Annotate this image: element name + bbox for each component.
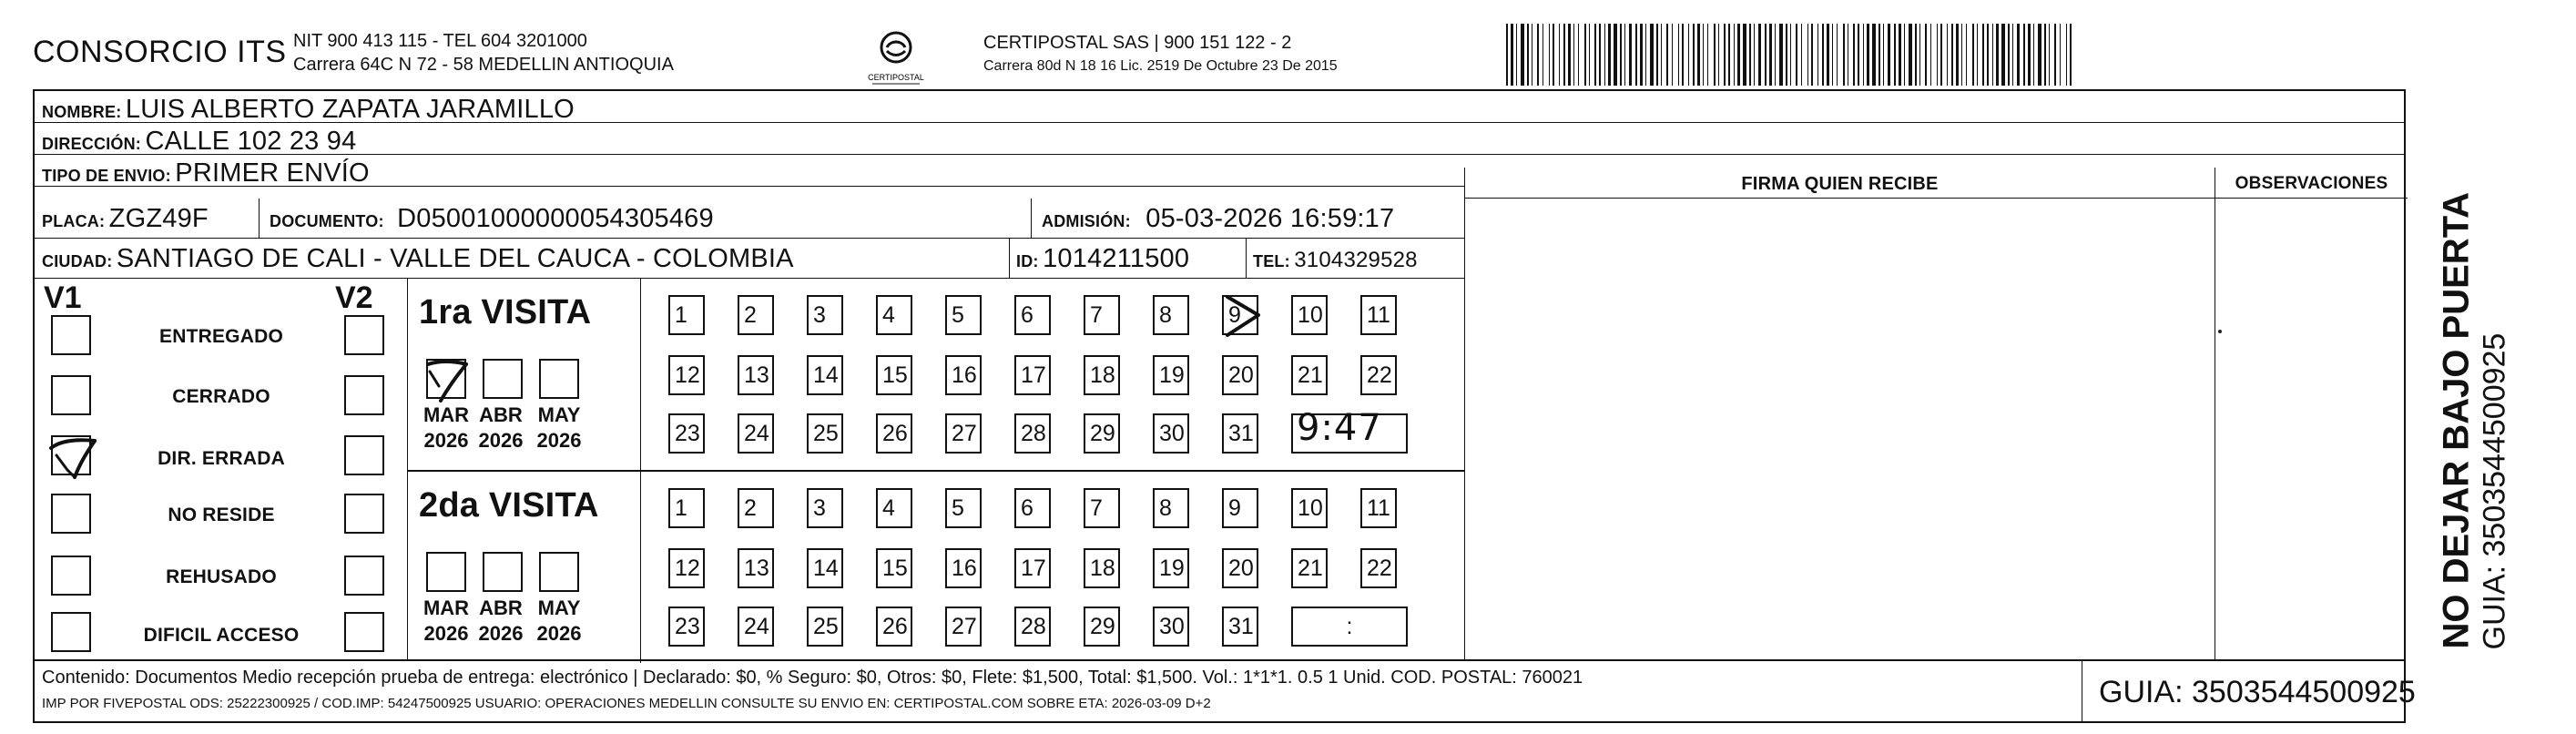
day-19-checkbox[interactable]: 19 <box>1153 548 1189 588</box>
row-ciudad <box>35 239 1464 279</box>
day-1-checkbox[interactable]: 1 <box>668 488 705 528</box>
row-tipo-envio <box>35 155 1464 187</box>
year-may: 2026 <box>536 429 582 452</box>
barcode-bar <box>1832 24 1833 86</box>
month-may: MAY <box>537 403 581 426</box>
day-21-checkbox[interactable]: 21 <box>1291 548 1328 588</box>
day-8-checkbox[interactable]: 8 <box>1153 295 1189 335</box>
day-11-checkbox[interactable]: 11 <box>1360 295 1397 335</box>
year-abr: 2026 <box>478 622 524 645</box>
barcode-bar <box>2049 24 2050 86</box>
time-handwritten: 9:47 <box>1297 407 1382 449</box>
status-area <box>35 279 1464 661</box>
day-3-checkbox[interactable]: 3 <box>807 488 843 528</box>
observaciones-area[interactable] <box>2215 199 2408 659</box>
day-12-checkbox[interactable]: 12 <box>668 355 705 395</box>
day-17-checkbox[interactable]: 17 <box>1014 355 1051 395</box>
certipostal-logo-icon <box>863 27 929 87</box>
barcode-bar <box>1765 24 1767 86</box>
day-16-checkbox[interactable]: 16 <box>945 355 982 395</box>
barcode-bar <box>1796 24 1797 86</box>
day-15-checkbox[interactable]: 15 <box>876 355 912 395</box>
barcode-bar <box>1894 24 1896 86</box>
barcode-bar <box>1511 24 1513 86</box>
barcode-bar <box>2001 24 2005 86</box>
pen-dot <box>2218 330 2222 333</box>
day-13-checkbox[interactable]: 13 <box>738 548 774 588</box>
barcode-bar <box>1707 24 1708 86</box>
day-31-checkbox[interactable]: 31 <box>1222 607 1258 647</box>
company-info <box>293 29 674 76</box>
barcode-bar <box>1811 24 1813 86</box>
tel-label: TEL: <box>1253 252 1290 270</box>
barcode-bar <box>1549 24 1550 86</box>
certipostal-info <box>983 31 1338 78</box>
month-label-abr <box>468 596 534 647</box>
barcode-bar <box>1837 24 1838 86</box>
day-2-checkbox[interactable]: 2 <box>738 488 774 528</box>
barcode-bar <box>2028 24 2031 86</box>
barcode-bar <box>1899 24 1901 86</box>
side-guia: GUIA: 3503544500925 <box>2477 332 2512 650</box>
status-row-rehusado <box>35 556 408 607</box>
barcode-bar <box>1754 24 1755 86</box>
status-v2-checkbox[interactable] <box>344 315 384 355</box>
status-label: NO RESIDE <box>168 505 275 525</box>
day-1-checkbox[interactable]: 1 <box>668 295 705 335</box>
row-placa-documento <box>35 199 1464 239</box>
handwritten-check-icon <box>421 352 477 408</box>
barcode-bar <box>1516 24 1517 86</box>
divider <box>1009 239 1010 278</box>
barcode-bar <box>1608 24 1611 86</box>
day-7-checkbox[interactable]: 7 <box>1084 488 1120 528</box>
admision-label: ADMISIÓN: <box>1042 212 1131 230</box>
placa-value: ZGZ49F <box>108 204 209 233</box>
certipostal-nit: CERTIPOSTAL SAS | 900 151 122 - 2 <box>983 33 1292 53</box>
barcode-bar <box>1693 24 1695 86</box>
barcode-bar <box>1858 24 1859 86</box>
barcode-bar <box>1807 24 1808 86</box>
day-14-checkbox[interactable]: 14 <box>807 355 843 395</box>
day-20-checkbox[interactable]: 20 <box>1222 548 1258 588</box>
day-15-checkbox[interactable]: 15 <box>876 548 912 588</box>
firma-area[interactable] <box>1464 199 2215 659</box>
barcode-bar <box>1629 24 1632 86</box>
barcode-bar <box>1656 24 1658 86</box>
firma-header <box>1464 168 2215 199</box>
day-9-label: 9 <box>1228 302 1241 328</box>
id-value: 1014211500 <box>1043 244 1190 273</box>
visit-1-months <box>408 279 641 470</box>
barcode-bar <box>1779 24 1783 86</box>
day-3-checkbox[interactable]: 3 <box>807 295 843 335</box>
barcode-bar <box>1822 24 1824 86</box>
ciudad-value: SANTIAGO DE CALI - VALLE DEL CAUCA - COLOMBIA <box>116 244 794 273</box>
direccion-value: CALLE 102 23 94 <box>145 127 357 156</box>
barcode-bar <box>1666 24 1668 86</box>
logo-text: CERTIPOSTAL <box>868 73 924 82</box>
barcode-bar <box>1635 24 1637 86</box>
month-abr: ABR <box>479 403 523 426</box>
month-mar: MAR <box>423 596 470 619</box>
day-25-checkbox[interactable]: 25 <box>807 607 843 647</box>
day-5-checkbox[interactable]: 5 <box>945 488 982 528</box>
barcode-bar <box>1614 24 1617 86</box>
barcode-bar <box>1909 24 1912 86</box>
id-label: ID: <box>1016 252 1039 270</box>
barcode-bar <box>1843 24 1845 86</box>
status-v2-checkbox[interactable] <box>344 435 384 475</box>
footer <box>33 661 2416 723</box>
ciudad-label: CIUDAD: <box>42 252 113 270</box>
barcode-bar <box>1930 24 1931 86</box>
day-26-checkbox[interactable]: 26 <box>876 607 912 647</box>
barcode-bar <box>1521 24 1524 86</box>
status-label: CERRADO <box>172 386 270 407</box>
day-17-checkbox[interactable]: 17 <box>1014 548 1051 588</box>
barcode-bar <box>1987 24 1989 86</box>
day-19-checkbox[interactable]: 19 <box>1153 355 1189 395</box>
time-field[interactable]: : <box>1291 607 1408 647</box>
visit-2-title: 2da VISITA <box>419 486 599 525</box>
month-abr-checkbox[interactable] <box>483 359 523 399</box>
footer-line-2: IMP POR FIVEPOSTAL ODS: 25222300925 / COD.IMP: 54247500925 USUARIO: OPERACIONES MEDELLIN CONSULTE SU ENVIO EN: CERTIPOSTAL.COM SOBRE ETA: 2026-03-09 D+2 <box>42 696 1211 711</box>
barcode-bar <box>1697 24 1700 86</box>
barcode-bar <box>1688 24 1689 86</box>
footer-line-1: Contenido: Documentos Medio recepción prueba de entrega: electrónico | Declarado: $0, % Seguro: $0, Otros: $0, Flete: $1,500, Total: $1,500. Vol.: 1*1*1. 0.5 1 Unid. COD. POSTAL: 760021 <box>42 668 1583 688</box>
status-v1-checkbox[interactable] <box>51 375 91 415</box>
day-27-checkbox[interactable]: 27 <box>945 413 982 454</box>
status-v1-checkbox[interactable] <box>51 315 91 355</box>
status-column <box>35 279 408 661</box>
direccion-label: DIRECCIÓN: <box>42 135 141 153</box>
day-28-checkbox[interactable]: 28 <box>1014 413 1051 454</box>
barcode-bar <box>1553 24 1554 86</box>
barcode-bar <box>1758 24 1761 86</box>
barcode-bar <box>1879 24 1880 86</box>
status-label: DIFICIL ACCESO <box>143 625 300 646</box>
status-row-entregado <box>35 315 408 366</box>
tipo-envio-value: PRIMER ENVÍO <box>175 158 370 188</box>
barcode-bar <box>1537 24 1539 86</box>
barcode-bar <box>1645 24 1646 86</box>
barcode-bar <box>1769 24 1772 86</box>
barcode-bar <box>2017 24 2020 86</box>
day-7-checkbox[interactable]: 7 <box>1084 295 1120 335</box>
status-row-dir-errada <box>35 435 408 486</box>
day-16-checkbox[interactable]: 16 <box>945 548 982 588</box>
barcode-bar <box>1867 24 1869 86</box>
barcode-bar <box>1925 24 1927 86</box>
observaciones-header-label: OBSERVACIONES <box>2235 174 2388 193</box>
status-v1-checkbox[interactable] <box>51 494 91 534</box>
v1-header: V1 <box>44 280 82 315</box>
form-frame <box>33 89 2406 661</box>
visit-2-months <box>408 472 641 663</box>
barcode-bar <box>1563 24 1565 86</box>
barcode-bar <box>2066 24 2067 86</box>
barcode-bar <box>1956 24 1959 86</box>
barcode-bar <box>1904 24 1905 86</box>
guia-number: GUIA: 3503544500925 <box>2099 675 2416 709</box>
month-may-checkbox[interactable] <box>539 552 579 592</box>
barcode-bar <box>1951 24 1953 86</box>
day-10-checkbox[interactable]: 10 <box>1291 295 1328 335</box>
day-23-checkbox[interactable]: 23 <box>668 607 705 647</box>
company-nit-tel: NIT 900 413 115 - TEL 604 3201000 <box>293 31 587 51</box>
month-label-may <box>526 403 592 454</box>
barcode-bar <box>1578 24 1579 86</box>
day-26-checkbox[interactable]: 26 <box>876 413 912 454</box>
day-25-checkbox[interactable]: 25 <box>807 413 843 454</box>
day-27-checkbox[interactable]: 27 <box>945 607 982 647</box>
status-v1-checkbox[interactable] <box>51 612 91 652</box>
status-v2-checkbox[interactable] <box>344 375 384 415</box>
time-field[interactable] <box>1291 407 1408 454</box>
day-18-checkbox[interactable]: 18 <box>1084 355 1120 395</box>
company-address: Carrera 64C N 72 - 58 MEDELLIN ANTIOQUIA <box>293 55 674 75</box>
barcode-bar <box>1915 24 1917 86</box>
barcode-bar <box>1790 24 1791 86</box>
no-dejar-bajo-puerta: NO DEJAR BAJO PUERTA <box>2436 191 2477 649</box>
barcode-bar <box>1827 24 1829 86</box>
day-29-checkbox[interactable]: 29 <box>1084 413 1120 454</box>
barcode-bar <box>2038 24 2041 86</box>
divider <box>1031 199 1032 238</box>
barcode-bar <box>2044 24 2046 86</box>
barcode-bar <box>1982 24 1984 86</box>
day-5-checkbox[interactable]: 5 <box>945 295 982 335</box>
status-row-cerrado <box>35 375 408 426</box>
barcode-bar <box>2008 24 2010 86</box>
status-v1-checkbox[interactable] <box>51 556 91 596</box>
barcode-bar <box>1594 24 1596 86</box>
barcode-bar <box>1775 24 1776 86</box>
barcode-bar <box>1947 24 1948 86</box>
day-6-checkbox[interactable]: 6 <box>1014 488 1051 528</box>
documento-label: DOCUMENTO: <box>270 212 384 230</box>
barcode-bar <box>1506 24 1508 86</box>
day-20-checkbox[interactable]: 20 <box>1222 355 1258 395</box>
barcode-bar <box>1743 24 1746 86</box>
barcode-bar <box>2060 24 2061 86</box>
firma-header-label: FIRMA QUIEN RECIBE <box>1741 174 1939 194</box>
day-29-checkbox[interactable]: 29 <box>1084 607 1120 647</box>
day-13-checkbox[interactable]: 13 <box>738 355 774 395</box>
day-2-checkbox[interactable]: 2 <box>738 295 774 335</box>
barcode-bar <box>1620 24 1622 86</box>
day-18-checkbox[interactable]: 18 <box>1084 548 1120 588</box>
month-may-checkbox[interactable] <box>539 359 579 399</box>
barcode-bar <box>1661 24 1662 86</box>
row-nombre <box>35 91 2404 123</box>
day-22-checkbox[interactable]: 22 <box>1360 355 1397 395</box>
visit-2 <box>408 470 1464 661</box>
barcode-bar <box>2012 24 2013 86</box>
divider <box>1246 239 1247 278</box>
barcode-bar <box>1966 24 1967 86</box>
barcode-bar <box>1872 24 1876 86</box>
nombre-label: NOMBRE: <box>42 103 122 121</box>
month-mar-checkbox[interactable] <box>426 552 466 592</box>
certipostal-address: Carrera 80d N 18 16 Lic. 2519 De Octubre 23 De 2015 <box>983 58 1338 74</box>
barcode-bar <box>1749 24 1751 86</box>
nombre-value: LUIS ALBERTO ZAPATA JARAMILLO <box>125 95 575 124</box>
year-mar: 2026 <box>423 429 469 452</box>
day-24-checkbox[interactable]: 24 <box>738 607 774 647</box>
day-8-checkbox[interactable]: 8 <box>1153 488 1189 528</box>
day-10-checkbox[interactable]: 10 <box>1291 488 1328 528</box>
barcode-bar <box>1640 24 1643 86</box>
barcode-bar <box>1940 24 1942 86</box>
year-may: 2026 <box>536 622 582 645</box>
barcode-bar <box>1786 24 1787 86</box>
row-direccion <box>35 123 2404 155</box>
barcode-bar <box>1573 24 1574 86</box>
barcode-bar <box>1599 24 1601 86</box>
barcode-bar <box>1961 24 1962 86</box>
barcode-bar <box>1650 24 1654 86</box>
barcode-bar <box>1682 24 1684 86</box>
visit-2-days <box>641 472 1464 663</box>
barcode-bar <box>2033 24 2034 86</box>
barcode-bar <box>1737 24 1740 86</box>
barcode-bar <box>2023 24 2025 86</box>
month-abr-checkbox[interactable] <box>483 552 523 592</box>
day-9-checkbox[interactable] <box>1222 295 1258 335</box>
day-31-checkbox[interactable]: 31 <box>1222 413 1258 454</box>
barcode-bar <box>1801 24 1802 86</box>
day-6-checkbox[interactable]: 6 <box>1014 295 1051 335</box>
barcode-bar <box>1919 24 1920 86</box>
admision-value: 05-03-2026 16:59:17 <box>1145 204 1395 233</box>
month-may: MAY <box>537 596 581 619</box>
barcode-bar <box>1992 24 1993 86</box>
side-text <box>2409 89 2512 659</box>
barcode-bar <box>1672 24 1673 86</box>
barcode-bar <box>1559 24 1560 86</box>
barcode-bar <box>1728 24 1730 86</box>
barcode-bar <box>1568 24 1571 86</box>
barcode-bar <box>2054 24 2056 86</box>
month-abr: ABR <box>479 596 523 619</box>
observaciones-header <box>2215 168 2408 199</box>
barcode-bar <box>1624 24 1625 86</box>
documento-value: D05001000000054305469 <box>397 204 714 233</box>
barcode-bar <box>1703 24 1704 86</box>
status-label: REHUSADO <box>166 566 277 587</box>
barcode-bar <box>1718 24 1719 86</box>
barcode-bar <box>1863 24 1864 86</box>
handwritten-mark-icon <box>1218 288 1268 346</box>
barcode-bar <box>1734 24 1735 86</box>
visits <box>408 279 1464 661</box>
tel-value: 3104329528 <box>1294 248 1418 272</box>
status-label: DIR. ERRADA <box>158 448 285 469</box>
header <box>33 22 2555 89</box>
status-row-dificil-acceso <box>35 612 408 663</box>
barcode-bar <box>1888 24 1890 86</box>
placa-label: PLACA: <box>42 212 106 230</box>
visit-1-days <box>641 279 1464 470</box>
guia-box <box>2082 661 2416 721</box>
status-label: ENTREGADO <box>159 326 283 347</box>
barcode-bar <box>1724 24 1726 86</box>
barcode <box>1499 22 2209 87</box>
divider <box>259 199 260 238</box>
day-14-checkbox[interactable]: 14 <box>807 548 843 588</box>
barcode-bar <box>1678 24 1679 86</box>
day-21-checkbox[interactable]: 21 <box>1291 355 1328 395</box>
barcode-bar <box>1817 24 1818 86</box>
day-4-checkbox[interactable]: 4 <box>876 295 912 335</box>
barcode-bar <box>1527 24 1529 86</box>
day-22-checkbox[interactable]: 22 <box>1360 548 1397 588</box>
day-23-checkbox[interactable]: 23 <box>668 413 705 454</box>
barcode-bar <box>2070 24 2072 86</box>
tipo-envio-label: TIPO DE ENVIO: <box>42 167 171 185</box>
barcode-bar <box>1714 24 1716 86</box>
v2-header: V2 <box>335 280 373 315</box>
barcode-bar <box>1584 24 1586 86</box>
day-4-checkbox[interactable]: 4 <box>876 488 912 528</box>
barcode-bar <box>1853 24 1855 86</box>
year-mar: 2026 <box>423 622 469 645</box>
day-28-checkbox[interactable]: 28 <box>1014 607 1051 647</box>
month-label-may <box>526 596 592 647</box>
barcode-bar <box>1883 24 1884 86</box>
barcode-bar <box>1996 24 1999 86</box>
visit-1-title: 1ra VISITA <box>419 293 592 331</box>
month-label-abr <box>468 403 534 454</box>
status-v2-checkbox[interactable] <box>344 612 384 652</box>
day-12-checkbox[interactable]: 12 <box>668 548 705 588</box>
visit-1 <box>408 279 1464 470</box>
day-11-checkbox[interactable]: 11 <box>1360 488 1397 528</box>
day-24-checkbox[interactable]: 24 <box>738 413 774 454</box>
status-v2-checkbox[interactable] <box>344 556 384 596</box>
status-v2-checkbox[interactable] <box>344 494 384 534</box>
status-row-no-reside <box>35 494 408 545</box>
year-abr: 2026 <box>478 429 524 452</box>
barcode-bar <box>1972 24 1974 86</box>
month-mar: MAR <box>423 403 470 426</box>
barcode-bar <box>1977 24 1978 86</box>
day-30-checkbox[interactable]: 30 <box>1153 413 1189 454</box>
barcode-bar <box>1937 24 1938 86</box>
company-name: CONSORCIO ITS <box>33 35 287 69</box>
day-30-checkbox[interactable]: 30 <box>1153 607 1189 647</box>
handwritten-check-icon <box>46 430 102 486</box>
day-9-checkbox[interactable]: 9 <box>1222 488 1258 528</box>
barcode-bar <box>1589 24 1590 86</box>
barcode-bar <box>1604 24 1605 86</box>
